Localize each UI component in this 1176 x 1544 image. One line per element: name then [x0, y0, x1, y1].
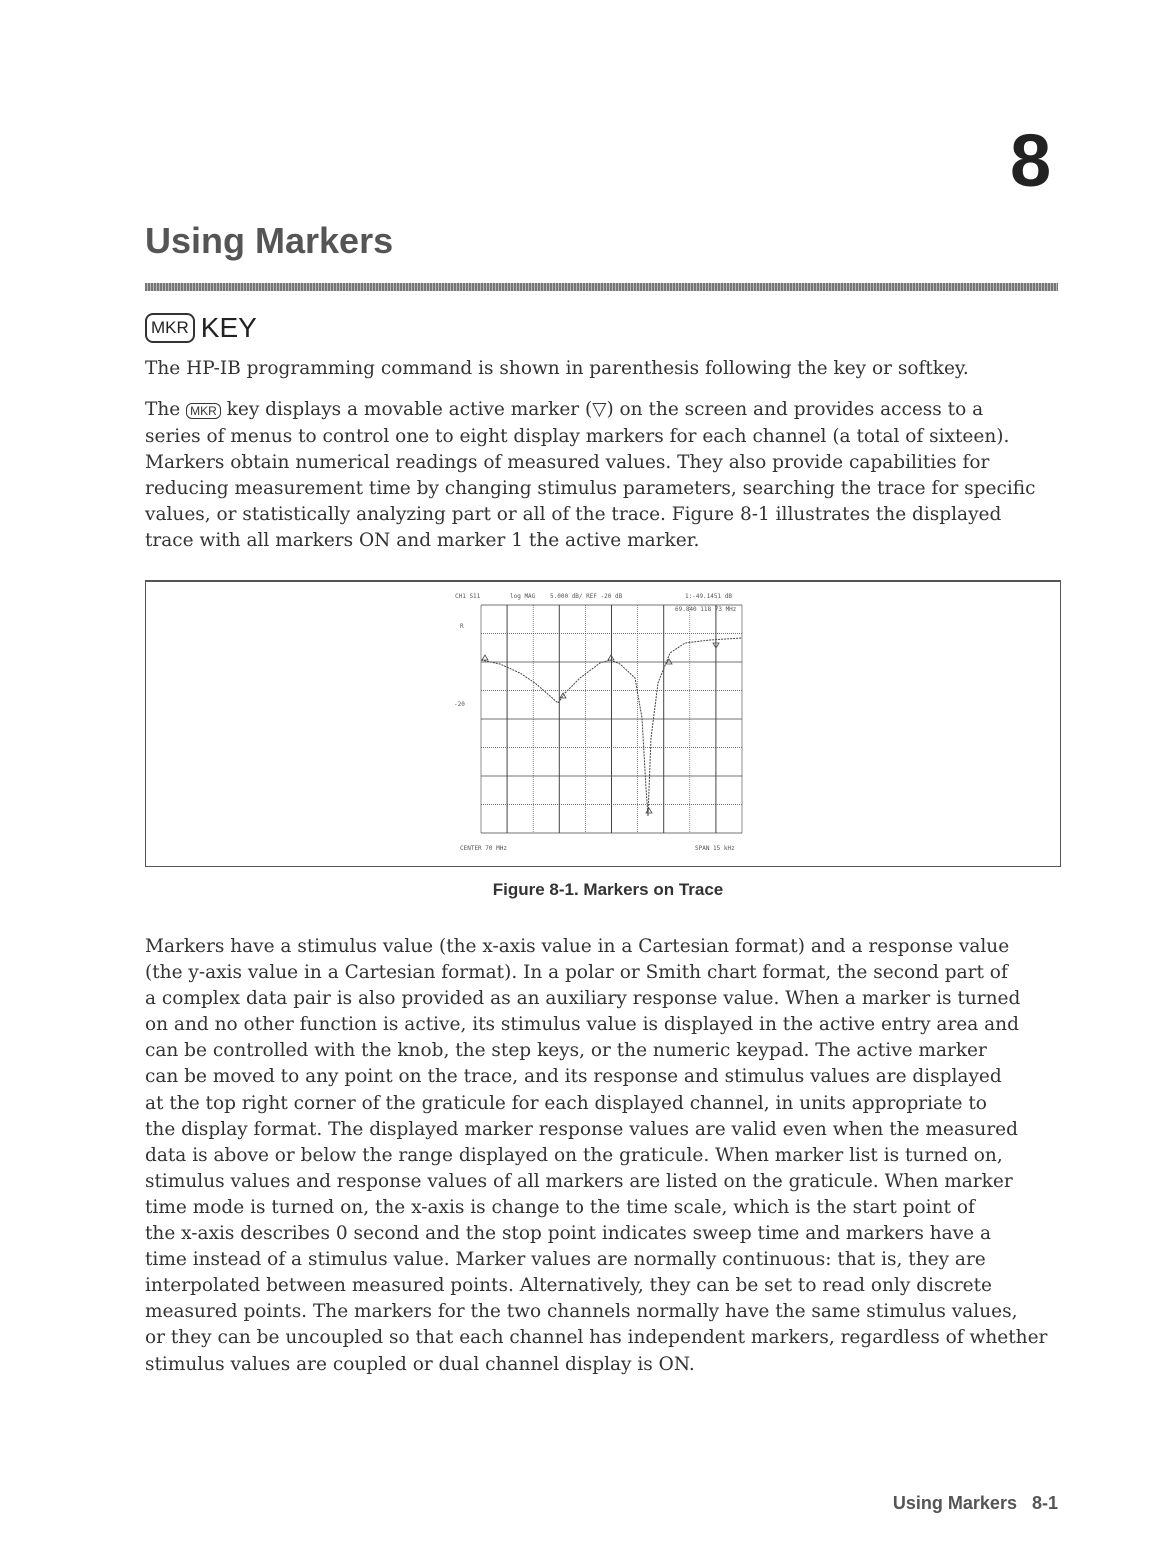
- graticule: [481, 605, 742, 833]
- markers-paragraph-line: the x-axis describes 0 second and the stop point indicates sweep time and markers have a: [145, 1223, 991, 1245]
- markers-paragraph-line: at the top right corner of the graticule for each displayed channel, in units appropriate to: [145, 1092, 987, 1114]
- chapter-number: 8: [1010, 119, 1052, 202]
- markers-paragraph-line: the display format. The displayed marker response values are valid even when the measured: [145, 1118, 1018, 1140]
- footer-title: Using Markers: [892, 1493, 1017, 1513]
- page-number: 8-1: [1031, 1493, 1058, 1513]
- mkr-paragraph-line: series of menus to control one to eight display markers for each channel (a total of sixteen).: [145, 426, 1010, 448]
- marker-icon: [646, 808, 652, 813]
- mkr-paragraph-line: [145, 397, 1035, 424]
- mkr-key-icon: MKR: [145, 313, 195, 343]
- markers-paragraph-line: can be controlled with the knob, the step keys, or the numeric keypad. The active marker: [145, 1040, 987, 1062]
- markers-paragraph-line: can be moved to any point on the trace, and its response and stimulus values are displayed: [145, 1066, 1002, 1088]
- text: key displays a movable active marker (▽) on the screen and provides access to a: [226, 399, 984, 420]
- markers-paragraph-line: (the y-axis value in a Cartesian format). In a polar or Smith chart format, the second part of: [145, 962, 1008, 984]
- text: The: [145, 399, 181, 420]
- section-heading-text: KEY: [200, 312, 257, 343]
- ref-label: R: [460, 623, 464, 630]
- footer-span: SPAN 15 kHz: [695, 845, 735, 852]
- footer-center: CENTER 70 MHz: [460, 845, 507, 852]
- chapter-title: Using Markers: [145, 220, 394, 261]
- analyzer-screen-figure: [440, 588, 770, 858]
- header-scale: 5.000 dB/ REF -20 dB: [550, 593, 623, 600]
- mkr-paragraph-line: Markers obtain numerical readings of measured values. They also provide capabilities for: [145, 452, 990, 474]
- markers-paragraph-line: measured points. The markers for the two channels normally have the same stimulus values,: [145, 1301, 1018, 1323]
- markers-paragraph-line: time instead of a stimulus value. Marker values are normally continuous: that is, they are: [145, 1249, 986, 1271]
- intro-paragraph: The HP-IB programming command is shown in parenthesis following the key or softkey.: [145, 358, 969, 379]
- mkr-paragraph-line: trace with all markers ON and marker 1 the active marker.: [145, 530, 700, 552]
- markers-paragraph-line: or they can be uncoupled so that each channel has independent markers, regardless of whether: [145, 1327, 1048, 1349]
- header-marker-value: 1:-49.1451 dB: [685, 593, 732, 600]
- mkr-paragraph-line: reducing measurement time by changing stimulus parameters, searching the trace for specific: [145, 478, 1036, 500]
- markers-paragraph-line: a complex data pair is also provided as an auxiliary response value. When a marker is turned: [145, 988, 1021, 1010]
- ref-value: -20: [454, 701, 465, 708]
- header-format: log MAG: [510, 593, 536, 600]
- marker-stimulus: 69.840 118 73 MHz: [675, 606, 737, 613]
- section-heading: [145, 312, 257, 344]
- markers-paragraph-line: Markers have a stimulus value (the x-axis value in a Cartesian format) and a response value: [145, 936, 1010, 957]
- markers-paragraph-line: on and no other function is active, its stimulus value is displayed in the active entry area and: [145, 1014, 1019, 1036]
- title-rule: [145, 283, 1058, 291]
- page-footer: [893, 1493, 1058, 1514]
- markers-paragraph-line: time mode is turned on, the x-axis is change to the time scale, which is the start point of: [145, 1196, 975, 1218]
- figure-caption: Figure 8-1. Markers on Trace: [492, 880, 724, 899]
- markers-paragraph: [145, 934, 1047, 1378]
- mkr-paragraph: [145, 397, 1035, 555]
- marker-icon: [482, 655, 488, 660]
- mkr-key-icon: MKR: [186, 403, 221, 419]
- marker-icon: [560, 693, 566, 698]
- mkr-paragraph-line: values, or statistically analyzing part or all of the trace. Figure 8-1 illustrates the displayed: [145, 504, 1002, 526]
- marker-symbols: [482, 643, 719, 813]
- header-channel: CH1 S11: [455, 593, 481, 600]
- markers-paragraph-line: interpolated between measured points. Alternatively, they can be set to read only discrete: [145, 1275, 992, 1297]
- markers-paragraph-line: stimulus values and response values of all markers are listed on the graticule. When marker: [145, 1170, 1013, 1192]
- markers-paragraph-line: stimulus values are coupled or dual channel display is ON.: [145, 1353, 695, 1375]
- markers-paragraph-line: data is above or below the range displayed on the graticule. When marker list is turned on,: [145, 1144, 1003, 1166]
